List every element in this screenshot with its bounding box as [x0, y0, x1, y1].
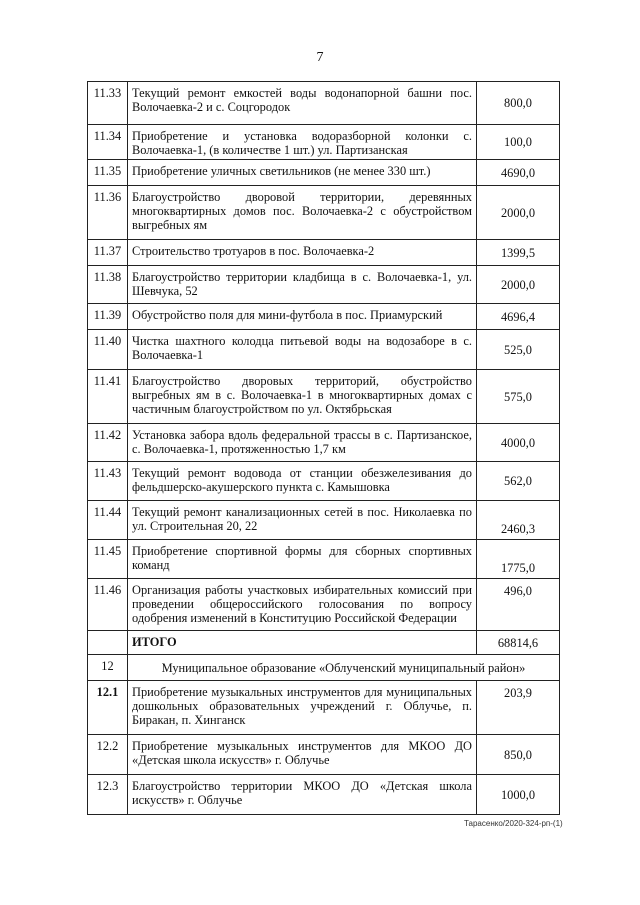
- total-number-cell: [88, 631, 128, 655]
- section-row: [88, 655, 560, 681]
- total-label: ИТОГО: [128, 631, 477, 655]
- table-row: [88, 462, 560, 501]
- row-value: 2000,0: [477, 266, 560, 304]
- row-description: Приобретение и установка водоразборной колонки с. Волочаевка-1, (в количестве 1 шт.) ул. Партизанская: [128, 125, 477, 160]
- row-number: 11.36: [88, 186, 128, 240]
- document-reference: Тарасенко/2020-324-рп-(1): [464, 819, 563, 828]
- row-number: 11.45: [88, 540, 128, 579]
- section-number: 12: [88, 655, 128, 681]
- row-value: 100,0: [477, 125, 560, 160]
- row-number: 12.1: [88, 681, 128, 735]
- row-number: 11.34: [88, 125, 128, 160]
- row-description: Благоустройство территории МКОО ДО «Детская школа искусств» г. Облучье: [128, 775, 477, 815]
- row-description: Установка забора вдоль федеральной трассы в с. Партизанское, с. Волочаевка-1, протяженностью 1,7 км: [128, 424, 477, 462]
- total-row: [88, 631, 560, 655]
- row-value: 562,0: [477, 462, 560, 501]
- table-row: [88, 304, 560, 330]
- row-number: 11.38: [88, 266, 128, 304]
- row-value: 525,0: [477, 330, 560, 370]
- row-number: 12.2: [88, 735, 128, 775]
- row-value: 1775,0: [477, 540, 560, 579]
- total-value: 68814,6: [477, 631, 560, 655]
- row-value: 496,0: [477, 579, 560, 631]
- table-row: [88, 681, 560, 735]
- row-number: 11.40: [88, 330, 128, 370]
- row-description: Приобретение спортивной формы для сборных спортивных команд: [128, 540, 477, 579]
- row-description: Строительство тротуаров в пос. Волочаевка-2: [128, 240, 477, 266]
- row-number: 11.35: [88, 160, 128, 186]
- table-row: [88, 424, 560, 462]
- row-description: Чистка шахтного колодца питьевой воды на водозаборе в с. Волочаевка-1: [128, 330, 477, 370]
- row-value: 4690,0: [477, 160, 560, 186]
- table-row: [88, 266, 560, 304]
- row-description: Благоустройство территории кладбища в с. Волочаевка-1, ул. Шевчука, 52: [128, 266, 477, 304]
- row-number: 11.39: [88, 304, 128, 330]
- row-description: Приобретение уличных светильников (не менее 330 шт.): [128, 160, 477, 186]
- row-value: 1000,0: [477, 775, 560, 815]
- table-row: [88, 330, 560, 370]
- row-description: Благоустройство дворовой территории, деревянных многоквартирных домов пос. Волочаевка-2 с обустройством выгребных ям: [128, 186, 477, 240]
- row-description: Текущий ремонт водовода от станции обезжелезивания до фельдшерско-акушерского пункта с. Камышовка: [128, 462, 477, 501]
- table-row: [88, 735, 560, 775]
- row-value: 800,0: [477, 82, 560, 125]
- row-value: 2460,3: [477, 501, 560, 540]
- row-number: 11.46: [88, 579, 128, 631]
- row-number: 11.37: [88, 240, 128, 266]
- table-row: [88, 370, 560, 424]
- row-number: 12.3: [88, 775, 128, 815]
- table-row: [88, 501, 560, 540]
- row-value: 2000,0: [477, 186, 560, 240]
- budget-table: [87, 81, 560, 815]
- row-value: 4696,4: [477, 304, 560, 330]
- row-number: 11.41: [88, 370, 128, 424]
- row-number: 11.44: [88, 501, 128, 540]
- row-value: 203,9: [477, 681, 560, 735]
- page-number: 7: [316, 50, 324, 65]
- table-row: [88, 82, 560, 125]
- section-title: Муниципальное образование «Облученский муниципальный район»: [128, 655, 560, 681]
- row-value: 575,0: [477, 370, 560, 424]
- row-value: 1399,5: [477, 240, 560, 266]
- row-description: Приобретение музыкальных инструментов для муниципальных дошкольных образовательных учреждений г. Облучье, п. Биракан, п. Хинганск: [128, 681, 477, 735]
- row-description: Приобретение музыкальных инструментов для МКОО ДО «Детская школа искусств» г. Облучье: [128, 735, 477, 775]
- table-row: [88, 186, 560, 240]
- row-description: Текущий ремонт канализационных сетей в пос. Николаевка по ул. Строительная 20, 22: [128, 501, 477, 540]
- row-description: Текущий ремонт емкостей воды водонапорной башни пос. Волочаевка-2 и с. Соцгородок: [128, 82, 477, 125]
- row-number: 11.33: [88, 82, 128, 125]
- table-row: [88, 160, 560, 186]
- table-row: [88, 240, 560, 266]
- row-value: 4000,0: [477, 424, 560, 462]
- table-row: [88, 579, 560, 631]
- row-number: 11.43: [88, 462, 128, 501]
- row-number: 11.42: [88, 424, 128, 462]
- row-value: 850,0: [477, 735, 560, 775]
- table-row: [88, 125, 560, 160]
- table-row: [88, 775, 560, 815]
- table-row: [88, 540, 560, 579]
- row-description: Организация работы участковых избирательных комиссий при проведении общероссийского голосования по вопросу одобрения изменений в Конституцию Российской Федерации: [128, 579, 477, 631]
- row-description: Благоустройство дворовых территорий, обустройство выгребных ям в с. Волочаевка-1 в многоквартирных домах с частичным благоустройством по ул. Октябрьская: [128, 370, 477, 424]
- row-description: Обустройство поля для мини-футбола в пос. Приамурский: [128, 304, 477, 330]
